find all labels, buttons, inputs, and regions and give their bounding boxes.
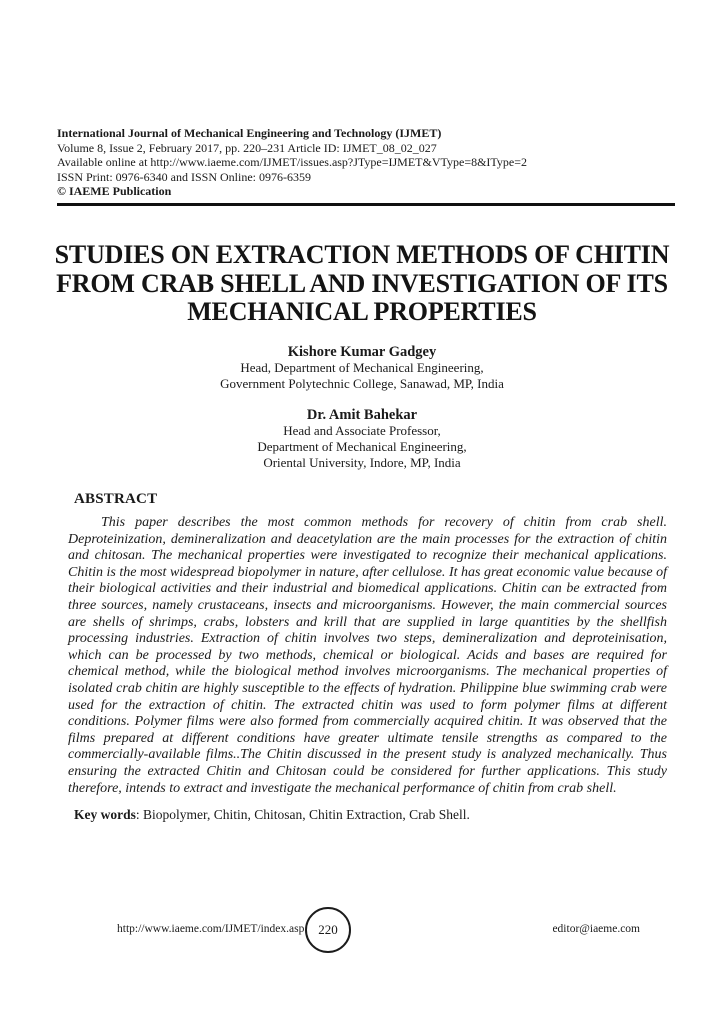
journal-header — [57, 126, 675, 206]
abstract-section — [68, 491, 667, 823]
author-affiliation-line: Department of Mechanical Engineering, — [257, 439, 467, 455]
author-block-1 — [0, 344, 724, 393]
author-affiliation-line: Head, Department of Mechanical Engineering, — [240, 360, 484, 376]
authors-section — [0, 344, 724, 485]
article-title — [0, 241, 724, 327]
author-name: Dr. Amit Bahekar — [306, 406, 418, 423]
journal-title: International Journal of Mechanical Engineering and Technology (IJMET) — [57, 126, 442, 140]
abstract-body: This paper describes the most common methods for recovery of chitin from crab shell. Deproteinization, demineralization and deacetylation are the main processes for the extraction of chitin and chitosan. The mechanical properties were investigated to recognize their mechanical applications. Chitin is the most widespread biopolymer in nature, after cellulose. It has great economic value because of their biological activities and their industrial and biomedical applications. Chitin can be extracted from three sources, namely crustaceans, insects and microorganisms. However, the main commercial sources are shells of shrimps, crabs, lobsters and krill that are supplied in large quantities by the shellfish processing industries. Extraction of chitin involves two steps, demineralization and deproteinisation, which can be processed by two methods, chemical or biological. Acids and bases are required for chemical method, while the biological method involves microorganisms. The mechanical properties of isolated crab chitin are highly susceptible to the effects of hydration. Philippine blue swimming crab were used for the extraction of chitin. The extracted chitin was used to form polymer films at different conditions. Polymer films were also formed from commercially acquired chitin. It was observed that the films prepared at different conditions have greater ultimate tensile strengths as compared to the commercially-available films..The Chitin discussed in the present study is analyzed mechanically. Thus ensuring the extracted Chitin and Chitosan could be considered for further applications. This study therefore, intends to extract and investigate the mechanical performance of chitin from crab shell. — [68, 515, 667, 796]
author-affiliation-line: Government Polytechnic College, Sanawad, MP, India — [220, 376, 504, 392]
author-affiliation-line: Head and Associate Professor, — [283, 422, 441, 438]
keywords-text: : Biopolymer, Chitin, Chitosan, Chitin Extraction, Crab Shell. — [135, 807, 470, 823]
author-block-2 — [0, 407, 724, 472]
keywords-label: Key words — [74, 807, 136, 823]
issn-line: ISSN Print: 0976-6340 and ISSN Online: 0976-6359 — [57, 169, 312, 184]
abstract-heading: ABSTRACT — [74, 491, 158, 507]
page-number-circle — [305, 907, 351, 953]
article-title-line-2: FROM CRAB SHELL AND INVESTIGATION OF ITS — [56, 268, 668, 298]
volume-issue-line: Volume 8, Issue 2, February 2017, pp. 220–231 Article ID: IJMET_08_02_027 — [57, 140, 437, 155]
article-title-line-1: STUDIES ON EXTRACTION METHODS OF CHITIN — [54, 240, 670, 269]
page-number: 220 — [318, 922, 338, 937]
author-affiliation-line: Oriental University, Indore, MP, India — [263, 455, 461, 471]
publisher-line: © IAEME Publication — [57, 184, 172, 199]
footer-email: editor@iaeme.com — [552, 923, 640, 935]
article-title-line-3: MECHANICAL PROPERTIES — [187, 297, 537, 327]
availability-line: Available online at http://www.iaeme.com/IJMET/issues.asp?JType=IJMET&VType=8&IType=2 — [57, 155, 528, 170]
keywords-line — [74, 807, 667, 823]
footer-url: http://www.iaeme.com/IJMET/index.asp — [117, 923, 305, 935]
author-name: Kishore Kumar Gadgey — [287, 344, 437, 360]
